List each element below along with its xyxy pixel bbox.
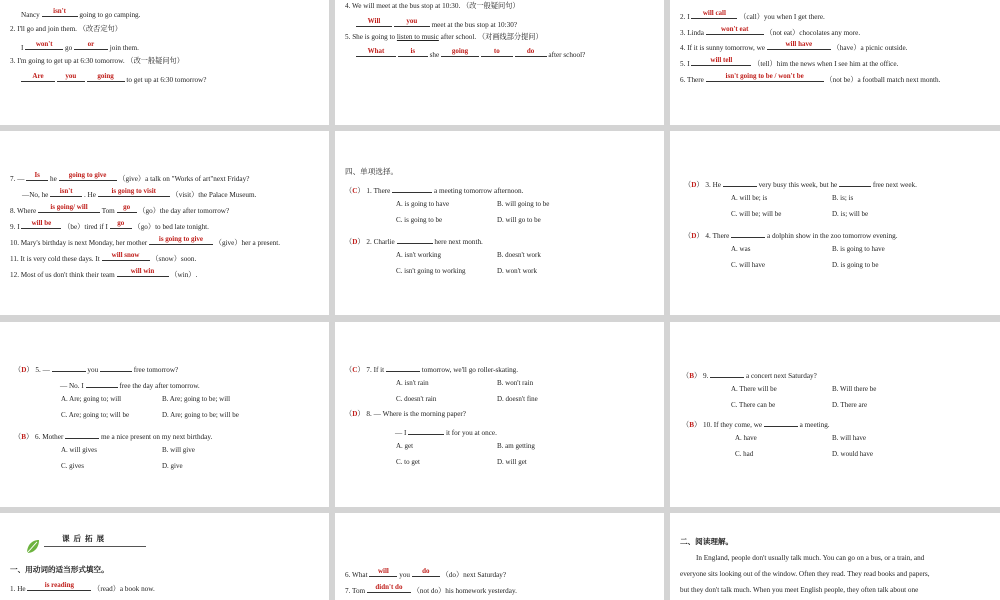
s3-line-4: 5. I will tell （tell）him the news when I see him at the office. xyxy=(680,55,899,68)
question-stem: （B） 10. If they come, we a meeting. xyxy=(682,418,830,430)
section-heading: 一、用动词的适当形式填空。 xyxy=(10,565,109,574)
s1-line-1: Nancy isn't going to go camping. xyxy=(21,6,141,19)
option-a: A. have xyxy=(735,434,757,442)
option-a: A. There will be xyxy=(731,385,777,393)
answer-letter: B xyxy=(21,433,26,441)
option-b: B. will have xyxy=(832,434,867,442)
s1-line-2: 2. I'll go and join them. （改否定句） xyxy=(10,25,122,33)
option-d: D. will get xyxy=(497,458,527,466)
question-stem: （D） 4. There a dolphin show in the zoo tomorrow evening. xyxy=(684,229,898,241)
s4-line-2: —No, he isn't . He is going to visit （visit）the Palace Museum. xyxy=(22,186,257,199)
option-c: C. will have xyxy=(731,261,766,269)
answer-blank: isn't going to be / won't be xyxy=(706,73,824,82)
slide-5 xyxy=(335,131,664,315)
s4-line-5: 10. Mary's birthday is next Monday, her mother is going to give （give）her a present. xyxy=(10,234,281,247)
answer-blank: go xyxy=(117,204,137,213)
question-line-2: — I it for you at once. xyxy=(395,426,497,438)
question-stem: （B） 6. Mother me a nice present on my next birthday. xyxy=(14,430,212,442)
s11-line-2: 7. Tom didn't do （not do）his homework yesterday. xyxy=(345,582,517,595)
option-d: D. give xyxy=(162,462,183,470)
answer-letter: D xyxy=(21,366,27,374)
option-c: C. is going to be xyxy=(396,216,443,224)
answer-letter: B xyxy=(689,372,694,380)
answer-blank: Will xyxy=(356,18,392,27)
s4-line-3: 8. Where is going/ will Tom go （go）the day after tomorrow? xyxy=(10,202,230,215)
passage-line-3: but they don't talk much. When you meet English people, they often talk about one xyxy=(680,586,919,594)
option-a: A. get xyxy=(396,442,414,450)
answer-blank: will tell xyxy=(691,57,751,66)
s4-line-7: 12. Most of us don't think their team will win （win）. xyxy=(10,266,198,279)
answer-blank: will be xyxy=(21,220,61,229)
answer-blank: won't eat xyxy=(706,26,764,35)
answer-blank: is going/ will xyxy=(38,204,100,213)
question-stem: （D） 3. He very busy this week, but he free next week. xyxy=(684,178,917,190)
slide-4 xyxy=(0,131,329,315)
answer-blank: didn't do xyxy=(367,584,411,593)
answer-blank: is reading xyxy=(27,582,91,591)
slide-9 xyxy=(670,322,1000,507)
answer-blank: Are xyxy=(21,73,55,82)
answer-blank xyxy=(392,184,432,193)
question-stem: （D） 5. — you free tomorrow? xyxy=(14,363,178,375)
answer-blank: What xyxy=(356,48,396,57)
answer-letter: D xyxy=(691,232,697,240)
option-a: A. isn't working xyxy=(396,251,442,259)
s4-line-1: 7. — Is he going to give （give）a talk on "Works of art"next Friday? xyxy=(10,170,250,183)
answer-blank xyxy=(65,430,99,439)
answer-blank: going xyxy=(441,48,479,57)
answer-blank: is going to give xyxy=(149,236,213,245)
option-a: A. isn't rain xyxy=(396,379,429,387)
option-d: D. won't work xyxy=(497,267,537,275)
answer-blank xyxy=(386,363,420,372)
passage-line-2: everyone sits looking out of the window. Often they read. They read books and papers, xyxy=(680,570,930,578)
option-a: A. is going to have xyxy=(396,200,450,208)
s3-line-3: 4. If it is sunny tomorrow, we will have （have）a picnic outside. xyxy=(680,39,908,52)
option-a: A. was xyxy=(731,245,751,253)
leaf-icon xyxy=(24,539,40,555)
answer-blank xyxy=(764,418,798,427)
option-c: C. isn't going to working xyxy=(396,267,466,275)
answer-letter: C xyxy=(352,366,358,374)
answer-blank xyxy=(100,363,132,372)
s2-line-2: Will you meet at the bus stop at 10:30? xyxy=(356,18,517,30)
answer-blank xyxy=(408,426,444,435)
s2-line-1: 4. We will meet at the bus stop at 10:30. （改一般疑问句） xyxy=(345,2,520,10)
answer-blank: won't xyxy=(25,41,63,50)
s1-line-3: I won't go or join them. xyxy=(21,39,139,52)
answer-blank: you xyxy=(394,18,430,27)
answer-blank: is xyxy=(398,48,428,57)
question-stem: （C） 1. There a meeting tomorrow afternoon. xyxy=(345,184,523,196)
answer-blank: going to give xyxy=(59,172,117,181)
option-d: D. is; will be xyxy=(832,210,869,218)
answer-blank: is going to visit xyxy=(98,188,170,197)
option-b: B. will going to be xyxy=(497,200,550,208)
answer-blank xyxy=(710,369,744,378)
answer-letter: C xyxy=(352,187,358,195)
section-title: 课 后 拓 展 xyxy=(62,534,106,543)
answer-blank xyxy=(839,178,871,187)
s3-line-1: 2. I will call （call）you when I get there. xyxy=(680,8,825,21)
option-c: C. had xyxy=(735,450,754,458)
answer-blank: will xyxy=(369,568,397,577)
answer-blank: go xyxy=(110,220,132,229)
option-c: C. There can be xyxy=(731,401,776,409)
question-stem: （C） 7. If it tomorrow, we'll go roller-skating. xyxy=(345,363,518,375)
slide-11 xyxy=(335,513,664,600)
s1-line-4: 3. I'm going to get up at 6:30 tomorrow. （改一般疑问句） xyxy=(10,57,184,65)
s2-line-3: 5. She is going to listen to music after school. （对画线部分提问） xyxy=(345,33,543,41)
answer-blank: isn't xyxy=(50,188,82,197)
option-b: B. won't rain xyxy=(497,379,534,387)
option-a: A. Are; going to; will xyxy=(61,395,122,403)
s4-line-4: 9. I will be （be）tired if I go （go）to bed late tonight. xyxy=(10,218,209,231)
s3-line-5: 6. There isn't going to be / won't be （not be）a football match next month. xyxy=(680,71,941,84)
answer-blank: will call xyxy=(691,10,737,19)
option-a: A. will gives xyxy=(61,446,97,454)
question-stem: （D） 8. — Where is the morning paper? xyxy=(345,410,466,418)
option-d: D. Are; going to be; will be xyxy=(162,411,239,419)
answer-blank xyxy=(52,363,86,372)
answer-blank xyxy=(397,235,433,244)
slide-6 xyxy=(670,131,1000,315)
answer-blank: will win xyxy=(117,268,169,277)
option-b: B. is; is xyxy=(832,194,854,202)
option-b: B. Will there be xyxy=(832,385,877,393)
slide-2 xyxy=(335,0,664,125)
option-b: B. doesn't work xyxy=(497,251,541,259)
answer-letter: D xyxy=(352,238,358,246)
answer-blank: you xyxy=(57,73,85,82)
s1-line-5: Are you going to get up at 6:30 tomorrow? xyxy=(21,73,206,85)
s10-line-1: 1. He is reading （read）a book now. xyxy=(10,580,155,593)
option-b: B. will give xyxy=(162,446,195,454)
answer-blank: do xyxy=(515,48,547,57)
s3-line-2: 3. Linda won't eat （not eat）chocolates any more. xyxy=(680,24,861,37)
option-b: B. Are; going to be; will xyxy=(162,395,231,403)
answer-letter: D xyxy=(691,181,697,189)
s4-line-6: 11. It is very cold these days. It will snow （snow）soon. xyxy=(10,250,197,263)
answer-blank xyxy=(723,178,757,187)
slide-12 xyxy=(670,513,1000,600)
passage-line-1: In England, people don't usually talk much. You can go on a bus, or a train, and xyxy=(696,554,925,562)
answer-blank: to xyxy=(481,48,513,57)
option-a: A. will be; is xyxy=(731,194,768,202)
option-c: C. Are; going to; will be xyxy=(61,411,130,419)
answer-blank: going xyxy=(87,73,125,82)
option-d: D. is going to be xyxy=(832,261,879,269)
answer-blank: isn't xyxy=(42,8,78,17)
slide-1 xyxy=(0,0,329,125)
answer-blank: do xyxy=(412,568,440,577)
option-b: B. am getting xyxy=(497,442,535,450)
answer-letter: B xyxy=(689,421,694,429)
section-heading: 二、阅读理解。 xyxy=(680,537,734,546)
slide-3 xyxy=(670,0,1000,125)
answer-blank xyxy=(731,229,765,238)
title-underline xyxy=(44,546,146,547)
answer-blank: Is xyxy=(26,172,48,181)
option-c: C. will be; will be xyxy=(731,210,782,218)
section-heading: 四、单项选择。 xyxy=(345,167,399,176)
question-line-2: — No. I free the day after tomorrow. xyxy=(60,379,200,391)
option-d: D. doesn't fine xyxy=(497,395,538,403)
slide-7 xyxy=(0,322,329,507)
option-c: C. gives xyxy=(61,462,84,470)
question-stem: （D） 2. Charlie here next month. xyxy=(345,235,483,247)
option-d: D. will go to be xyxy=(497,216,541,224)
answer-blank xyxy=(86,379,118,388)
s2-line-4: What is she going to do after school? xyxy=(356,48,585,60)
option-b: B. is going to have xyxy=(832,245,885,253)
option-d: D. would have xyxy=(832,450,874,458)
s11-line-1: 6. What will you do （do）next Saturday? xyxy=(345,566,507,579)
question-stem: （B） 9. a concert next Saturday? xyxy=(682,369,817,381)
slide-10 xyxy=(0,513,329,600)
option-c: C. to get xyxy=(396,458,420,466)
answer-letter: D xyxy=(352,410,358,418)
option-c: C. doesn't rain xyxy=(396,395,437,403)
answer-blank: will snow xyxy=(102,252,150,261)
answer-blank: will have xyxy=(767,41,831,50)
answer-blank: or xyxy=(74,41,108,50)
option-d: D. There are xyxy=(832,401,868,409)
slide-8 xyxy=(335,322,664,507)
